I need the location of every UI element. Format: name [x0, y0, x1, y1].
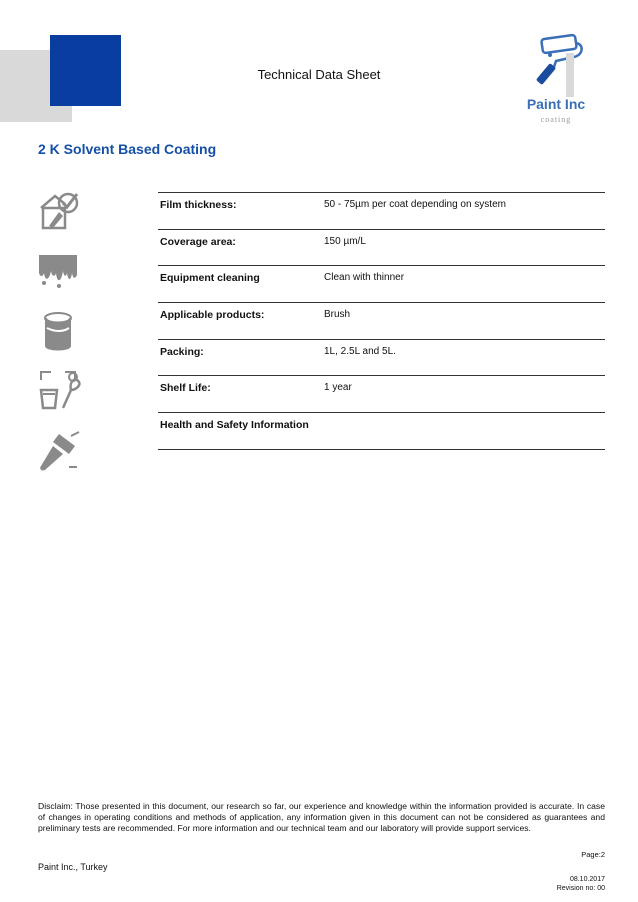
spec-value: 50 - 75µm per coat depending on system [324, 199, 506, 210]
spec-label: Packing: [160, 345, 204, 358]
disclaimer-text: Disclaim: Those presented in this document, our research so far, our experience and knowledge within the information provided is accurate. In case of changes in operating conditions and methods of application, any information given in this document can not be considered as guarantees and preliminary tests are recommended. For more information and our technical team and our laboratory will provide support services. [38, 801, 605, 833]
paint-drip-icon [35, 251, 81, 297]
spec-label: Coverage area: [160, 235, 236, 248]
paint-can-icon [35, 308, 81, 354]
spec-value: Brush [324, 309, 351, 321]
spec-label: Applicable products: [160, 309, 265, 322]
paint-brush-icon [35, 428, 81, 474]
spec-value: 150 µm/L [324, 235, 366, 247]
spec-row-coverage-area [158, 229, 605, 266]
spec-label: Shelf Life: [160, 382, 211, 395]
spec-label: Equipment cleaning [160, 272, 260, 285]
spec-row-shelf-life [158, 375, 605, 412]
spec-value: 1 year [324, 382, 352, 394]
page-number: Page:2 [581, 850, 605, 859]
spec-label: Health and Safety Information [160, 419, 309, 432]
tools-icon [35, 368, 81, 414]
spec-row-film-thickness [158, 192, 605, 229]
document-title: Technical Data Sheet [257, 67, 381, 82]
spec-row-applicable-products [158, 302, 605, 339]
spec-label: Film thickness: [160, 199, 237, 211]
product-title: 2 K Solvent Based Coating [38, 141, 217, 157]
spec-value: Clean with thinner [324, 272, 405, 284]
spec-value: 1L, 2.5L and 5L. [324, 345, 396, 357]
spec-row-health-safety [158, 412, 605, 450]
brand-name: Paint Inc [526, 96, 586, 112]
revision-number: Revision no: 00 [556, 885, 605, 892]
spec-row-equipment-cleaning [158, 265, 605, 302]
spec-table [158, 192, 605, 450]
revision-info [500, 875, 605, 893]
company-name: Paint Inc., Turkey [38, 862, 108, 872]
document-date: 08.10.2017 [569, 876, 605, 883]
checklist-brush-icon [35, 188, 81, 234]
spec-row-packing [158, 339, 605, 376]
brand-tagline: coating [540, 115, 572, 124]
